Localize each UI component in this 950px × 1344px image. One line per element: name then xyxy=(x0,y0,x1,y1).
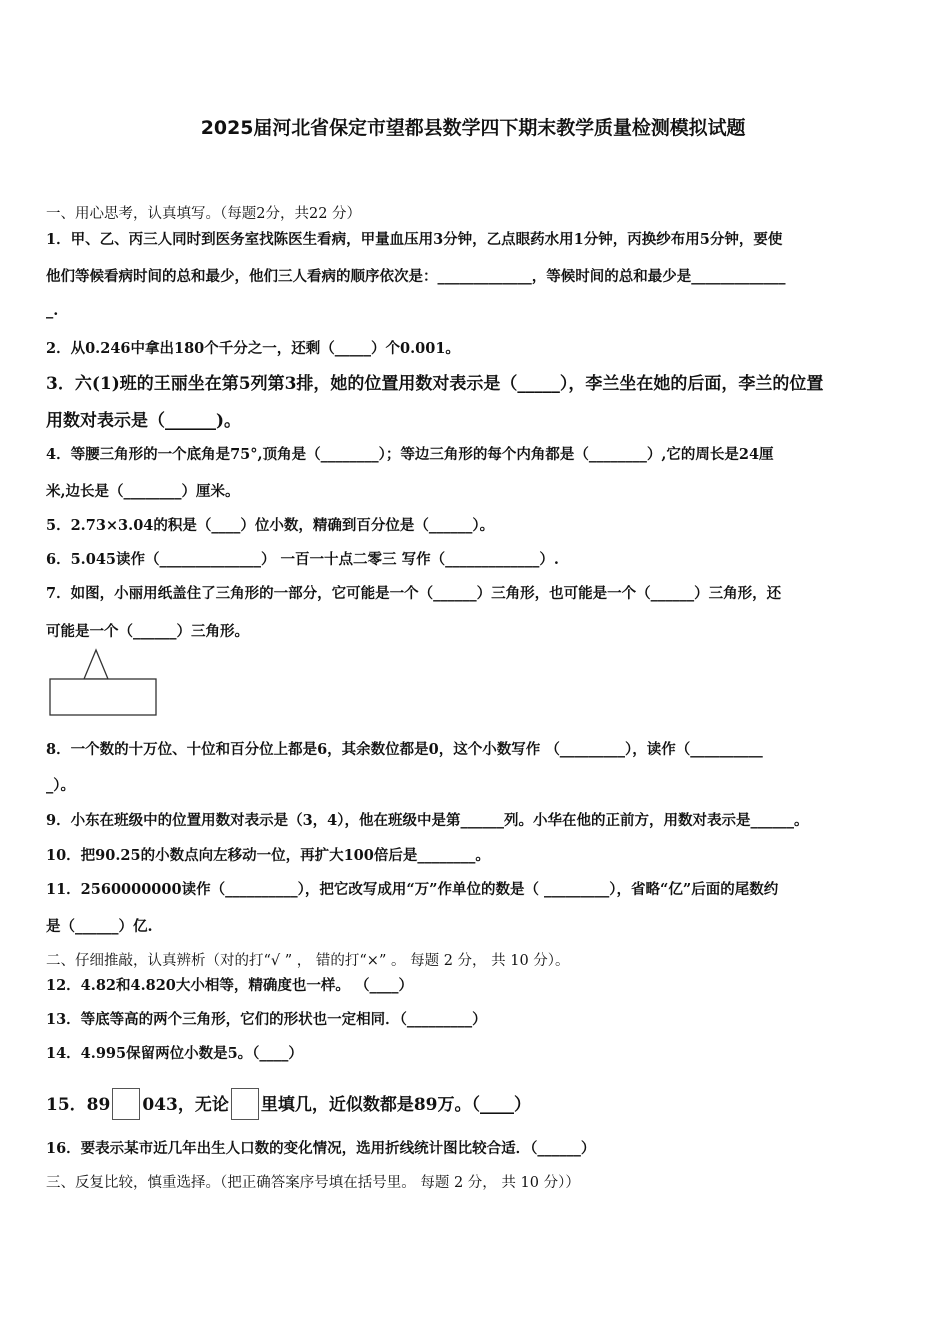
digit-box xyxy=(231,1088,259,1120)
question-15-part-c: 里填几，近似数都是89万。（____） xyxy=(260,1095,531,1115)
digit-box xyxy=(112,1088,140,1120)
page-title: 2025届河北省保定市望都县数学四下期末教学质量检测模拟试题 xyxy=(200,117,746,139)
question-5: 5．2.73×3.04的积是（____）位小数，精确到百分位是（______）。 xyxy=(46,517,495,534)
question-9: 9．小东在班级中的位置用数对表示是（3，4），他在班级中是第______列。小华在他的正前方，用数对表示是______。 xyxy=(46,812,809,829)
question-7-line-2: 可能是一个（______）三角形。 xyxy=(46,623,249,640)
question-4-line-2: 米,边长是（________）厘米。 xyxy=(46,483,240,500)
question-15-part-b: 043，无论 xyxy=(142,1095,229,1115)
question-1-line-1: 1．甲、乙、丙三人同时到医务室找陈医生看病，甲量血压用3分钟，乙点眼药水用1分钟，丙换纱布用5分钟，要使 xyxy=(46,231,783,248)
question-8-line-2: _）。 xyxy=(46,777,75,794)
question-15 xyxy=(46,1088,531,1120)
question-10: 10．把90.25的小数点向左移动一位，再扩大100倍后是________。 xyxy=(46,847,490,864)
question-11-line-1: 11．2560000000读作（__________），把它改写成用“万”作单位的数是（ _________），省略“亿”后面的尾数约 xyxy=(46,881,779,898)
question-1-line-3: _. xyxy=(46,302,59,319)
question-13: 13．等底等高的两个三角形，它们的形状也一定相同．（_________） xyxy=(46,1011,487,1028)
question-8-line-1: 8．一个数的十万位、十位和百分位上都是6，其余数位都是0，这个小数写作 （_________），读作（__________ xyxy=(46,741,763,758)
question-16: 16．要表示某市近几年出生人口数的变化情况，选用折线统计图比较合适．（______） xyxy=(46,1140,596,1157)
question-2: 2．从0.246中拿出180个千分之一，还剩（_____）个0.001。 xyxy=(46,340,460,357)
question-3-line-1: 3．六(1)班的王丽坐在第5列第3排，她的位置用数对表示是（_____），李兰坐在她的后面，李兰的位置 xyxy=(46,374,824,394)
question-12: 12．4.82和4.820大小相等，精确度也一样。 （____） xyxy=(46,977,413,994)
question-3-line-2: 用数对表示是（______)。 xyxy=(46,411,242,431)
question-15-part-a: 15．89 xyxy=(46,1095,111,1115)
question-6: 6．5.045读作（______________） 一百一十点二零三 写作（_____________）. xyxy=(46,551,559,568)
section-1-heading: 一、用心思考，认真填写。（每题2分，共22 分） xyxy=(46,206,362,222)
question-14: 14．4.995保留两位小数是5。（____） xyxy=(46,1045,303,1062)
covered-triangle-figure xyxy=(48,648,160,718)
section-3-heading: 三、反复比较，慎重选择。（把正确答案序号填在括号里。 每题 2 分， 共 10 分）） xyxy=(46,1175,580,1191)
triangle-tip xyxy=(84,650,108,679)
question-7-line-1: 7．如图，小丽用纸盖住了三角形的一部分，它可能是一个（______）三角形，也可能是一个（______）三角形，还 xyxy=(46,585,782,602)
question-4-line-1: 4．等腰三角形的一个底角是75°,顶角是（________）；等边三角形的每个内角都是（________）,它的周长是24厘 xyxy=(46,446,774,463)
question-1-line-2: 他们等候看病时间的总和最少，他们三人看病的顺序依次是：_____________，等候时间的总和最少是_____________ xyxy=(46,268,786,285)
section-2-heading: 二、仔细推敲，认真辨析（对的打“√ ” ， 错的打“×” 。 每题 2 分， 共 10 分）。 xyxy=(46,953,570,969)
question-11-line-2: 是（______）亿. xyxy=(46,918,153,935)
covering-paper xyxy=(50,679,156,715)
